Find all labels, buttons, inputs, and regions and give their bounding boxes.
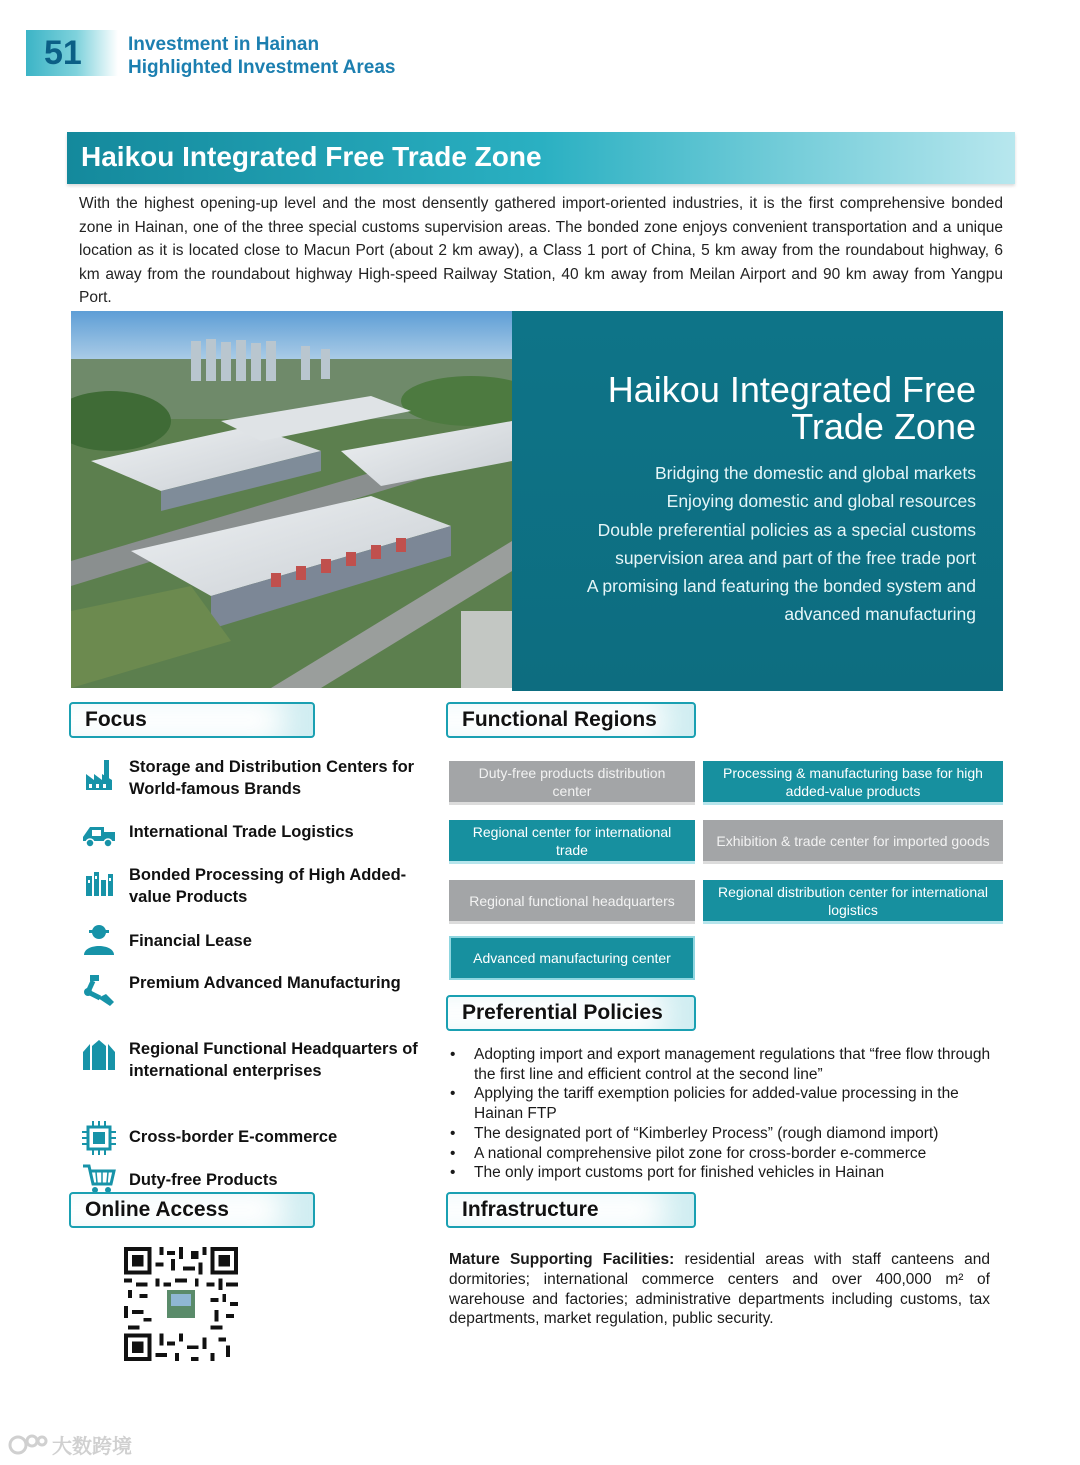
hero-line: Double preferential policies as a special customs <box>597 519 976 540</box>
page-title: Haikou Integrated Free Trade Zone <box>81 141 542 172</box>
policy-item: • Adopting import and export management regulations that “free flow through the first line and efficient control at the second line” <box>450 1045 995 1084</box>
focus-heading: Focus <box>69 702 315 738</box>
robot-arm-icon <box>80 972 118 1010</box>
header-line1: Investment in Hainan <box>128 34 320 55</box>
policy-item: • The designated port of “Kimberley Process” (rough diamond import) <box>450 1124 995 1144</box>
focus-item <box>80 1119 420 1157</box>
header-line2: Highlighted Investment Areas <box>128 57 396 78</box>
policy-item: • Applying the tariff exemption policies for added-value processing in the Hainan FTP <box>450 1084 995 1123</box>
region-tile: Duty-free products distribution center <box>449 761 695 805</box>
qr-code[interactable] <box>124 1247 238 1361</box>
focus-label: Bonded Processing of High Added-value Products <box>129 866 407 906</box>
section-banner <box>67 132 1015 184</box>
focus-item <box>80 815 420 853</box>
header-title <box>128 33 395 79</box>
hero-line: supervision area and part of the free trade port <box>615 547 976 568</box>
watermark <box>8 1430 132 1459</box>
region-tile: Advanced manufacturing center <box>449 936 695 980</box>
policy-item: • The only import customs port for finished vehicles in Hainan <box>450 1163 995 1183</box>
hero-line: A promising land featuring the bonded system and <box>586 576 976 597</box>
buildings-icon <box>80 1038 118 1076</box>
focus-item <box>80 1038 420 1082</box>
infrastructure-lead: Mature Supporting Facilities: <box>449 1251 675 1268</box>
hero-line: Bridging the domestic and global markets <box>654 463 976 483</box>
hero-title-line1: Haikou Integrated Free <box>607 369 976 410</box>
processing-icon <box>80 864 118 902</box>
person-icon <box>80 921 118 959</box>
functional-regions-heading: Functional Regions <box>446 702 696 738</box>
page-number: 51 <box>26 30 118 76</box>
infrastructure-body: residential areas with staff canteens and dormitories; international commerce centers and over 400,000 m² of warehouse and factories; administrative departments including customs, tax departments, market regulation, public security. <box>449 1251 990 1328</box>
hero-title-line2: Trade Zone <box>791 406 976 447</box>
policies-list <box>450 1045 995 1183</box>
region-tile: Regional center for international trade <box>449 820 695 864</box>
infrastructure-text <box>449 1250 990 1329</box>
focus-label: Regional Functional Headquarters of international enterprises <box>129 1040 418 1080</box>
focus-label: Premium Advanced Manufacturing <box>129 974 401 992</box>
factory-icon <box>80 756 118 794</box>
hero-title <box>552 371 976 445</box>
infrastructure-heading: Infrastructure <box>446 1192 696 1228</box>
region-tile: Regional functional headquarters <box>449 880 695 924</box>
region-tile: Processing & manufacturing base for high added-value products <box>703 761 1003 805</box>
focus-label: Financial Lease <box>129 932 252 950</box>
region-tile: Regional distribution center for international logistics <box>703 880 1003 924</box>
policy-item: • A national comprehensive pilot zone for cross-border e-commerce <box>450 1144 995 1164</box>
focus-label: Cross-border E-commerce <box>129 1128 338 1146</box>
watermark-logo-icon <box>8 1433 48 1457</box>
hero-line: Enjoying domestic and global resources <box>666 491 976 512</box>
focus-label: Storage and Distribution Centers for World-famous Brands <box>129 758 415 798</box>
truck-icon <box>80 815 118 853</box>
watermark-text: 大数跨境 <box>52 1436 132 1458</box>
aerial-photo <box>71 311 512 688</box>
focus-item <box>80 972 420 1010</box>
hero-panel <box>512 311 1003 691</box>
preferential-policies-heading: Preferential Policies <box>446 995 696 1031</box>
region-tile: Exhibition & trade center for imported goods <box>703 820 1003 864</box>
focus-label: Duty-free Products <box>129 1171 278 1189</box>
hero-line: advanced manufacturing <box>784 604 976 625</box>
focus-label: International Trade Logistics <box>129 823 354 841</box>
focus-item <box>80 756 420 800</box>
focus-item <box>80 864 420 908</box>
focus-item <box>80 921 420 959</box>
online-access-heading: Online Access <box>69 1192 315 1228</box>
intro-paragraph: With the highest opening-up level and the most densently gathered import-oriented industries, it is the first comprehensive bonded zone in Hainan, one of the three special customs supervision areas. The bonded zone enjoys convenient transportation and a unique location as it is located close to Macun Port (about 2 km away), a Class 1 port of China, 5 km away from the roundabout highway, 6 km away from the roundabout highway High-speed Railway Station, 40 km away from Meilan Airport and 90 km away from Yangpu Port. <box>79 195 1003 306</box>
chip-icon <box>80 1119 118 1157</box>
